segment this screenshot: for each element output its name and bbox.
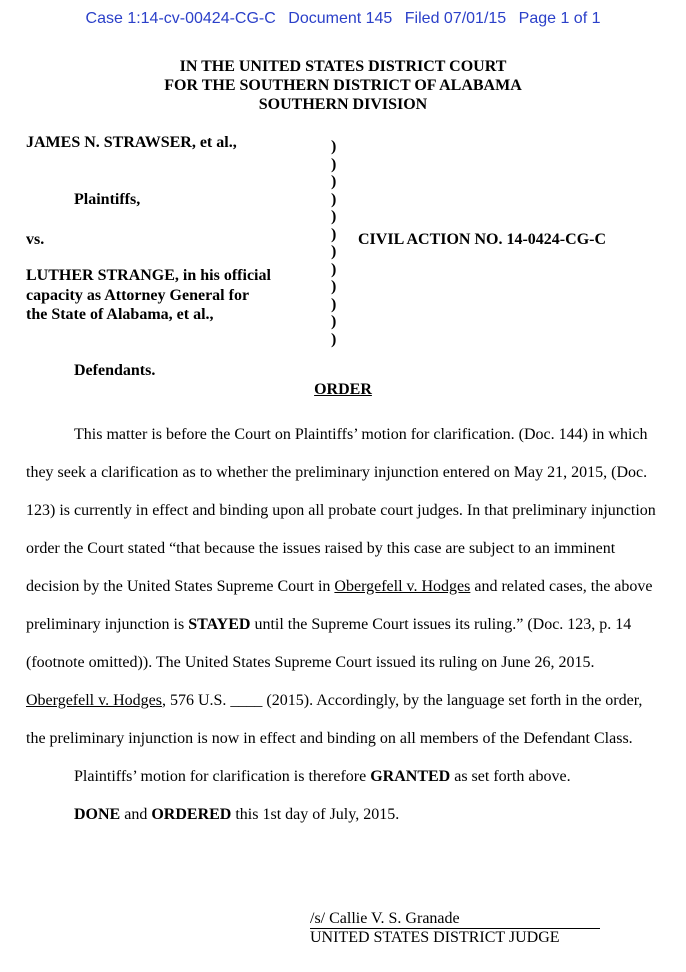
plaintiff-name: JAMES N. STRAWSER, et al., xyxy=(26,134,237,151)
order-paragraph xyxy=(26,758,656,796)
court-title-line: IN THE UNITED STATES DISTRICT COURT xyxy=(179,58,507,75)
case-number: Case 1:14-cv-00424-CG-C xyxy=(85,10,276,27)
defendant-line: LUTHER STRANGE, in his official xyxy=(26,267,271,284)
defendant-line: capacity as Attorney General for xyxy=(26,287,250,304)
caption-parentheses xyxy=(331,138,343,348)
page-count: Page 1 of 1 xyxy=(518,10,601,27)
caption-paren: ) xyxy=(331,190,337,208)
paragraph-text: This matter is before the Court on Plaintiffs’ motion for clarification. (Doc. 144) in which they seek a clarification as to whether the preliminary injunction entered on May 21, 2015, (Doc. 123) is currently in effect and binding upon all probate court judges. In that preliminary injunction order the Court stated “that because the issues raised by this case are subject to an imminent decision by the United States Supreme Court in xyxy=(26,426,656,595)
caption-paren: ) xyxy=(331,173,337,190)
paragraph-text: this 1st day of July, 2015. xyxy=(231,806,400,823)
caption-paren: ) xyxy=(331,155,337,173)
caption-paren: ) xyxy=(331,225,337,243)
case-citation: Obergefell v. Hodges xyxy=(26,692,162,709)
filing-stamp xyxy=(0,10,686,28)
order-paragraph xyxy=(26,796,656,834)
defendant-line: the State of Alabama, et al., xyxy=(26,306,214,323)
court-title-line: FOR THE SOUTHERN DISTRICT OF ALABAMA xyxy=(164,77,522,94)
order-heading xyxy=(0,381,686,399)
caption-paren: ) xyxy=(331,243,337,260)
order-body xyxy=(26,416,656,834)
signature-line: /s/ Callie V. S. Granade xyxy=(310,910,600,929)
ordered-emphasis: ORDERED xyxy=(151,806,232,823)
case-caption xyxy=(0,134,686,384)
case-citation: Obergefell v. Hodges xyxy=(334,578,471,595)
court-title-line: SOUTHERN DIVISION xyxy=(258,96,428,113)
caption-paren: ) xyxy=(331,295,337,313)
order-heading-text: ORDER xyxy=(314,381,372,398)
court-title xyxy=(0,57,686,114)
caption-paren: ) xyxy=(331,278,337,295)
plaintiff-role: Plaintiffs, xyxy=(74,191,141,208)
signature-block xyxy=(310,910,600,947)
filed-date: Filed 07/01/15 xyxy=(404,10,507,27)
caption-paren: ) xyxy=(331,313,337,330)
defendant-role: Defendants. xyxy=(74,362,156,379)
paragraph-text: and xyxy=(120,806,152,823)
civil-action-number: CIVIL ACTION NO. 14-0424-CG-C xyxy=(358,231,607,248)
caption-paren: ) xyxy=(331,208,337,225)
document-number: Document 145 xyxy=(288,10,393,27)
judge-title: UNITED STATES DISTRICT JUDGE xyxy=(310,929,560,946)
paragraph-text: , 576 U.S. ____ (2015). Accordingly, by the language set forth in the order, the preliminary injunction is now in effect and binding on all members of the Defendant Class. xyxy=(26,692,643,747)
paragraph-text: until the Supreme Court issues its ruling.” (Doc. 123, p. 14 (footnote omitted)). The United States Supreme Court issued its ruling on June 26, 2015. xyxy=(26,616,632,671)
caption-paren: ) xyxy=(331,138,337,155)
caption-paren: ) xyxy=(331,260,337,278)
paragraph-text: as set forth above. xyxy=(450,768,571,785)
order-paragraph xyxy=(26,416,656,758)
done-emphasis: DONE xyxy=(74,806,121,823)
paragraph-text: and related cases, the above preliminary injunction is xyxy=(26,578,653,633)
versus-label: vs. xyxy=(26,231,45,248)
stayed-emphasis: STAYED xyxy=(188,616,251,633)
caption-paren: ) xyxy=(331,330,337,348)
paragraph-text: Plaintiffs’ motion for clarification is therefore xyxy=(74,768,371,785)
granted-emphasis: GRANTED xyxy=(370,768,451,785)
